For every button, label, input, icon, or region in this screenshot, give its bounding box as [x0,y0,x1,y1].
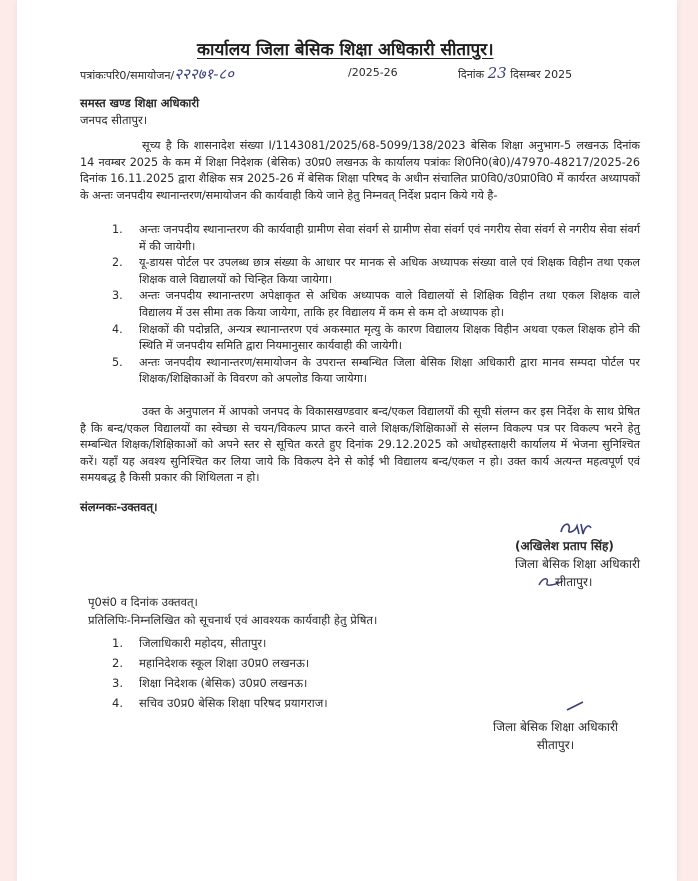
tick-mark-icon [565,700,585,712]
signatory-1-name: (अखिलेश प्रताप सिंह) [515,539,614,553]
recipient-item: 2. महानिदेशक स्कूल शिक्षा उ0प्र0 लखनऊ। [112,656,310,670]
directive-item: 1. अन्तः जनपदीय स्थानान्तरण की कार्यवाही ग्रामीण सेवा संवर्ग से ग्रामीण सेवा संवर्ग एवं नगरीय सेवा संवर्ग से नगरीय सेवा संवर्ग में की जायेगी। [112,223,640,253]
letter-number-handwritten: २२२७१-८० [174,65,234,83]
compliance-text: उक्त के अनुपालन में आपको जनपद के विकासखण्डवार बन्द/एकल विद्यालयों की सूची संलग्न कर इस निर्देश के साथ प्रेषित है कि बन्द/एकल विद्यालयों का स्वेच्छा से चयन/विकल्प प्राप्त करने वाले शिक्षक/शिक्षिकाओं से संलग्न विकल्प पत्र पर विकल्प भरने हेतु सम्बन्धित शिक्षक/शिक्षिकाओं को अपने स्तर से सूचित करते हुए दिनांक 29.12.2025 को अधोहस्ताक्षरी कार्यालय में भेजना सुनिश्चित करें। यहाँ यह अवश्य सुनिश्चित कर लिया जाये कि विकल्प देने से कोई भी विद्यालय बन्द/एकल न हो। उक्त कार्य अत्यन्त महत्वपूर्ण एवं समयबद्ध है किसी प्रकार की शिथिलता न हो। [80,405,640,485]
date-day-handwritten: 23 [487,64,507,82]
letter-number-prefix: पत्रांकःपरि0/समायोजन/ [80,69,175,82]
signatory-1-designation: जिला बेसिक शिक्षा अधिकारी [515,557,640,571]
recipient-item: 3. शिक्षा निदेशक (बेसिक) उ0प्र0 लखनऊ। [112,676,308,690]
directive-item: 2. यू-डायस पोर्टल पर उपलब्ध छात्र संख्या के आधार पर मानक से अधिक अध्यापक संख्या वाले एवं शिक्षक विहीन तथा एकल शिक्षक वाले विद्यालयों को चिन्हित किया जायेगा। [112,256,640,286]
enclosure-note: संलग्नकः-उक्तवत्। [80,500,158,514]
copy-reference: पृ0सं0 व दिनांक उक्तवत्। [88,595,198,609]
directive-item: 5. अन्तः जनपदीय स्थानान्तरण/समायोजन के उपरान्त सम्बन्धित जिला बेसिक शिक्षा अधिकारी द्वारा मानव सम्पदा पोर्टल पर शिक्षक/शिक्षिकाओं के विवरण को अपलोड किया जायेगा। [112,355,640,386]
addressee-line-1: समस्त खण्ड शिक्षा अधिकारी [80,96,200,110]
signatory-2-designation: जिला बेसिक शिक्षा अधिकारी [493,720,618,734]
signatory-2 [493,718,618,754]
recipient-item: 1. जिलाधिकारी महोदय, सीतापुर। [112,636,267,650]
intro-text: सूच्य है कि शासनादेश संख्या I/1143081/2025/68-5099/138/2023 बेसिक शिक्षा अनुभाग-5 लखनऊ दिनांक 14 नवम्बर 2025 के कम में शिक्षा निदेशक (बेसिक) उ0प्र0 लखनऊ के कार्यालय पत्रांकः शि0नि0(बे0)/47970-48217/2025-26 दिनांक 16.11.2025 द्वारा शैक्षिक सत्र 2025-26 में बेसिक शिक्षा परिषद के अधीन संचालित प्रा0वि0/उ0प्रा0वि0 में कार्यरत अध्यापकों के अन्तः जनपदीय स्थानान्तरण/समायोजन की कार्यवाही किये जाने हेतु निम्नवत् निर्देश प्रदान किये गये है- [80,139,640,202]
letter-number [80,64,234,84]
signatory-2-place: सीतापुर। [536,738,575,752]
letter-page [17,0,677,881]
letter-session: /2025-26 [348,66,398,79]
intro-paragraph [80,138,640,204]
initial-scribble-icon [537,575,567,589]
letter-date [458,64,572,82]
compliance-paragraph [80,404,640,487]
addressee [80,95,199,129]
recipient-item: 4. सचिव उ0प्र0 बेसिक शिक्षा परिषद प्रयागराज। [112,696,328,710]
date-month-year: दिसम्बर 2025 [510,68,573,81]
signature-scribble-icon [557,518,597,538]
directives-list [112,222,640,388]
copy-recipients-list [112,633,512,713]
signatory-1-place: सीतापुर। [555,575,593,589]
copy-heading: प्रतिलिपिः-निम्नलिखित को सूचनार्थ एवं आवश्यक कार्यवाही हेतु प्रेषित। [88,613,378,627]
office-title: कार्यालय जिला बेसिक शिक्षा अधिकारी सीतापुर। [197,40,494,60]
directive-item: 3. अन्तः जनपदीय स्थानान्तरण अपेक्षाकृत से अधिक अध्यापक वाले विद्यालयों से शिक्षिक विहीन तथा एकल शिक्षक वाले विद्यालय में उस सीमा तक किया जायेगा, ताकि हर विद्यालय में कम से कम दो अध्यापक हो। [112,289,640,319]
date-label: दिनांक [458,68,485,81]
signatory-1 [515,537,640,591]
directive-item: 4. शिक्षकों की पदोन्नति, अन्यत्र स्थानान्तरण एवं अकस्मात मृत्यु के कारण विद्यालय शिक्षक विहीन अथवा एकल शिक्षक होने की स्थिति में जनपदीय समिति द्वारा नियमानुसार कार्यवाही की जायेगी। [112,322,640,353]
addressee-line-2: जनपद सीतापुर। [80,113,148,127]
